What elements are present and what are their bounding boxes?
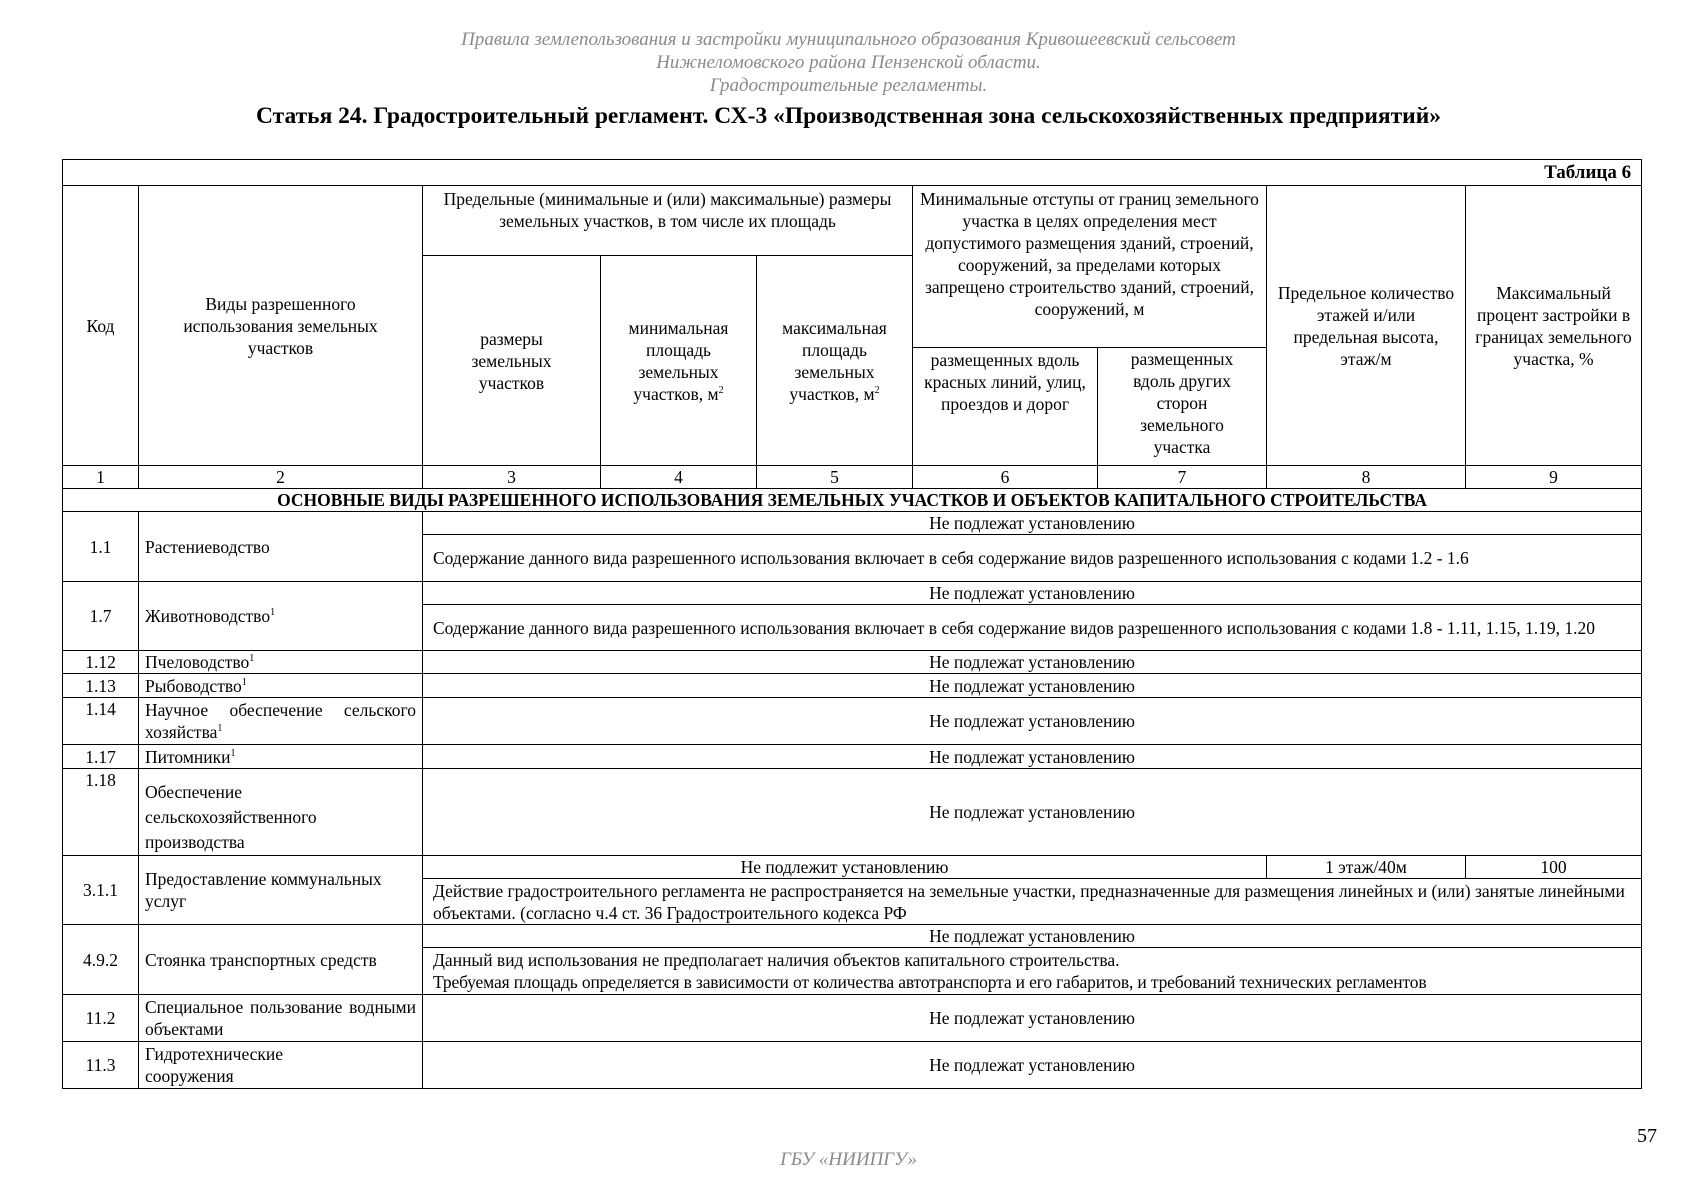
header-max-area-unit: 2 xyxy=(874,384,880,396)
page-footer: ГБУ «НИИПГУ» xyxy=(780,1149,917,1170)
col-num-1: 1 xyxy=(63,466,139,489)
header-min-area xyxy=(601,256,757,466)
running-header-line-2: Нижнеломовского района Пензенской области. xyxy=(656,52,1041,73)
row-code: 1.13 xyxy=(63,674,139,698)
row-code: 1.17 xyxy=(63,745,139,769)
row-note: Содержание данного вида разрешенного использования включает в себя содержание видов разрешенного использования с кодами 1.2 - 1.6 xyxy=(423,535,1642,582)
table-row xyxy=(63,698,1642,745)
table-label: Таблица 6 xyxy=(63,160,1642,186)
col-num-8: 8 xyxy=(1267,466,1466,489)
row-name: Предоставление коммунальных услуг xyxy=(139,856,423,925)
footnote-mark: 1 xyxy=(249,653,255,665)
row-name: Специальное пользование водными объектами xyxy=(139,995,423,1042)
col-num-4: 4 xyxy=(601,466,757,489)
col-num-7: 7 xyxy=(1098,466,1267,489)
header-code: Код xyxy=(63,186,139,466)
row-name-text: Пчеловодство xyxy=(145,652,250,672)
col-num-3: 3 xyxy=(423,466,601,489)
row-value: Не подлежат установлению xyxy=(423,995,1642,1042)
row-code: 11.3 xyxy=(63,1042,139,1089)
header-setbacks: Минимальные отступы от границ земельного участка в целях определения мест допустимого размещения зданий, строений, сооружений, за пределами которых запрещено строительство зданий, строений, сооружений, м xyxy=(913,186,1267,348)
row-name-text: Рыбоводство xyxy=(145,675,242,696)
header-floors: Предельное количество этажей и/или предельная высота, этаж/м xyxy=(1267,186,1466,466)
table-row xyxy=(63,856,1642,879)
row-value: Не подлежат установлению xyxy=(423,745,1642,769)
row-value: Не подлежат установлению xyxy=(423,1042,1642,1089)
row-name xyxy=(139,745,423,769)
article-title: Статья 24. Градостроительный регламент. СХ-3 «Производственная зона сельскохозяйственных предприятий» xyxy=(255,103,1442,129)
row-note: Действие градостроительного регламента не распространяется на земельные участки, предназначенные для размещения линейных и (или) занятые линейными объектами. (согласно ч.4 ст. 36 Градостроительного кодекса РФ xyxy=(423,879,1642,925)
row-name-text: Питомники xyxy=(145,746,231,767)
header-setback-other: размещенных вдоль других сторон земельного участка xyxy=(1098,348,1267,466)
row-value: Не подлежат установлению xyxy=(423,698,1642,745)
row-value: Не подлежат установлению xyxy=(423,582,1642,605)
row-code: 1.14 xyxy=(63,698,139,745)
row-name xyxy=(139,698,423,745)
row-note-line-1: Данный вид использования не предполагает наличия объектов капитального строительства. xyxy=(433,950,1120,970)
header-setback-red: размещенных вдоль красных линий, улиц, проездов и дорог xyxy=(913,348,1098,466)
row-code: 1.1 xyxy=(63,512,139,582)
row-name: Растениеводство xyxy=(139,512,423,582)
row-name xyxy=(139,582,423,651)
row-value: Не подлежат установлению xyxy=(423,651,1642,674)
row-name: Стоянка транспортных средств xyxy=(139,925,423,995)
table-row xyxy=(63,745,1642,769)
col-num-6: 6 xyxy=(913,466,1098,489)
row-value: Не подлежат установлению xyxy=(423,925,1642,948)
row-value: Не подлежат установлению xyxy=(423,512,1642,535)
row-code: 11.2 xyxy=(63,995,139,1042)
row-name-text: Животноводство xyxy=(145,606,271,626)
header-limits: Предельные (минимальные и (или) максимальные) размеры земельных участков, в том числе их площадь xyxy=(423,186,913,256)
footnote-mark: 1 xyxy=(230,747,236,759)
table-row xyxy=(63,995,1642,1042)
row-name: Обеспечение сельскохозяйственного производства xyxy=(139,769,423,856)
row-code: 3.1.1 xyxy=(63,856,139,925)
row-note xyxy=(423,948,1642,995)
header-max-area xyxy=(757,256,913,466)
row-name xyxy=(139,674,423,698)
row-code: 1.18 xyxy=(63,769,139,856)
footnote-mark: 1 xyxy=(217,723,223,735)
header-coverage: Максимальный процент застройки в границах земельного участка, % xyxy=(1466,186,1642,466)
table-row xyxy=(63,769,1642,856)
running-header-line-3: Градостроительные регламенты. xyxy=(709,75,988,96)
col-num-9: 9 xyxy=(1466,466,1642,489)
row-value: Не подлежат установлению xyxy=(423,674,1642,698)
col-num-5: 5 xyxy=(757,466,913,489)
table-row xyxy=(63,925,1642,948)
section-title: ОСНОВНЫЕ ВИДЫ РАЗРЕШЕННОГО ИСПОЛЬЗОВАНИЯ ЗЕМЕЛЬНЫХ УЧАСТКОВ И ОБЪЕКТОВ КАПИТАЛЬНОГО СТРОИТЕЛЬСТВА xyxy=(63,489,1642,512)
table-row xyxy=(63,1042,1642,1089)
footnote-mark: 1 xyxy=(270,607,276,619)
header-min-area-unit: 2 xyxy=(718,384,724,396)
table-row xyxy=(63,651,1642,674)
table-row xyxy=(63,512,1642,535)
row-name: Гидротехнические сооружения xyxy=(139,1042,423,1089)
header-row-top xyxy=(63,186,1642,256)
col-num-2: 2 xyxy=(139,466,423,489)
row-floors: 1 этаж/40м xyxy=(1267,856,1466,879)
regulation-table xyxy=(62,159,1642,1089)
column-number-row xyxy=(63,466,1642,489)
row-coverage: 100 xyxy=(1466,856,1642,879)
page-number: 57 xyxy=(1637,1125,1657,1147)
header-types: Виды разрешенного использования земельных участков xyxy=(139,186,423,466)
header-sizes: размеры земельных участков xyxy=(423,256,601,466)
section-row xyxy=(63,489,1642,512)
header-max-area-text: максимальная площадь земельных участков, м xyxy=(782,317,887,404)
row-value: Не подлежит установлению xyxy=(423,856,1267,879)
header-min-area-text: минимальная площадь земельных участков, м xyxy=(628,317,729,404)
table-row xyxy=(63,674,1642,698)
row-note-line-2: Требуемая площадь определяется в зависимости от количества автотранспорта и его габаритов, и требований технических регламентов xyxy=(433,972,1427,992)
row-code: 1.7 xyxy=(63,582,139,651)
row-name xyxy=(139,651,423,674)
row-value: Не подлежат установлению xyxy=(423,769,1642,856)
table-label-row xyxy=(63,160,1642,186)
row-code: 1.12 xyxy=(63,651,139,674)
row-note: Содержание данного вида разрешенного использования включает в себя содержание видов разрешенного использования с кодами 1.8 - 1.11, 1.15, 1.19, 1.20 xyxy=(423,605,1642,651)
row-code: 4.9.2 xyxy=(63,925,139,995)
running-header-line-1: Правила землепользования и застройки муниципального образования Кривошеевский сельсовет xyxy=(461,29,1236,50)
row-name-text: Научное обеспечение сельского хозяйства xyxy=(145,700,416,742)
footnote-mark: 1 xyxy=(241,676,247,688)
table-row xyxy=(63,582,1642,605)
